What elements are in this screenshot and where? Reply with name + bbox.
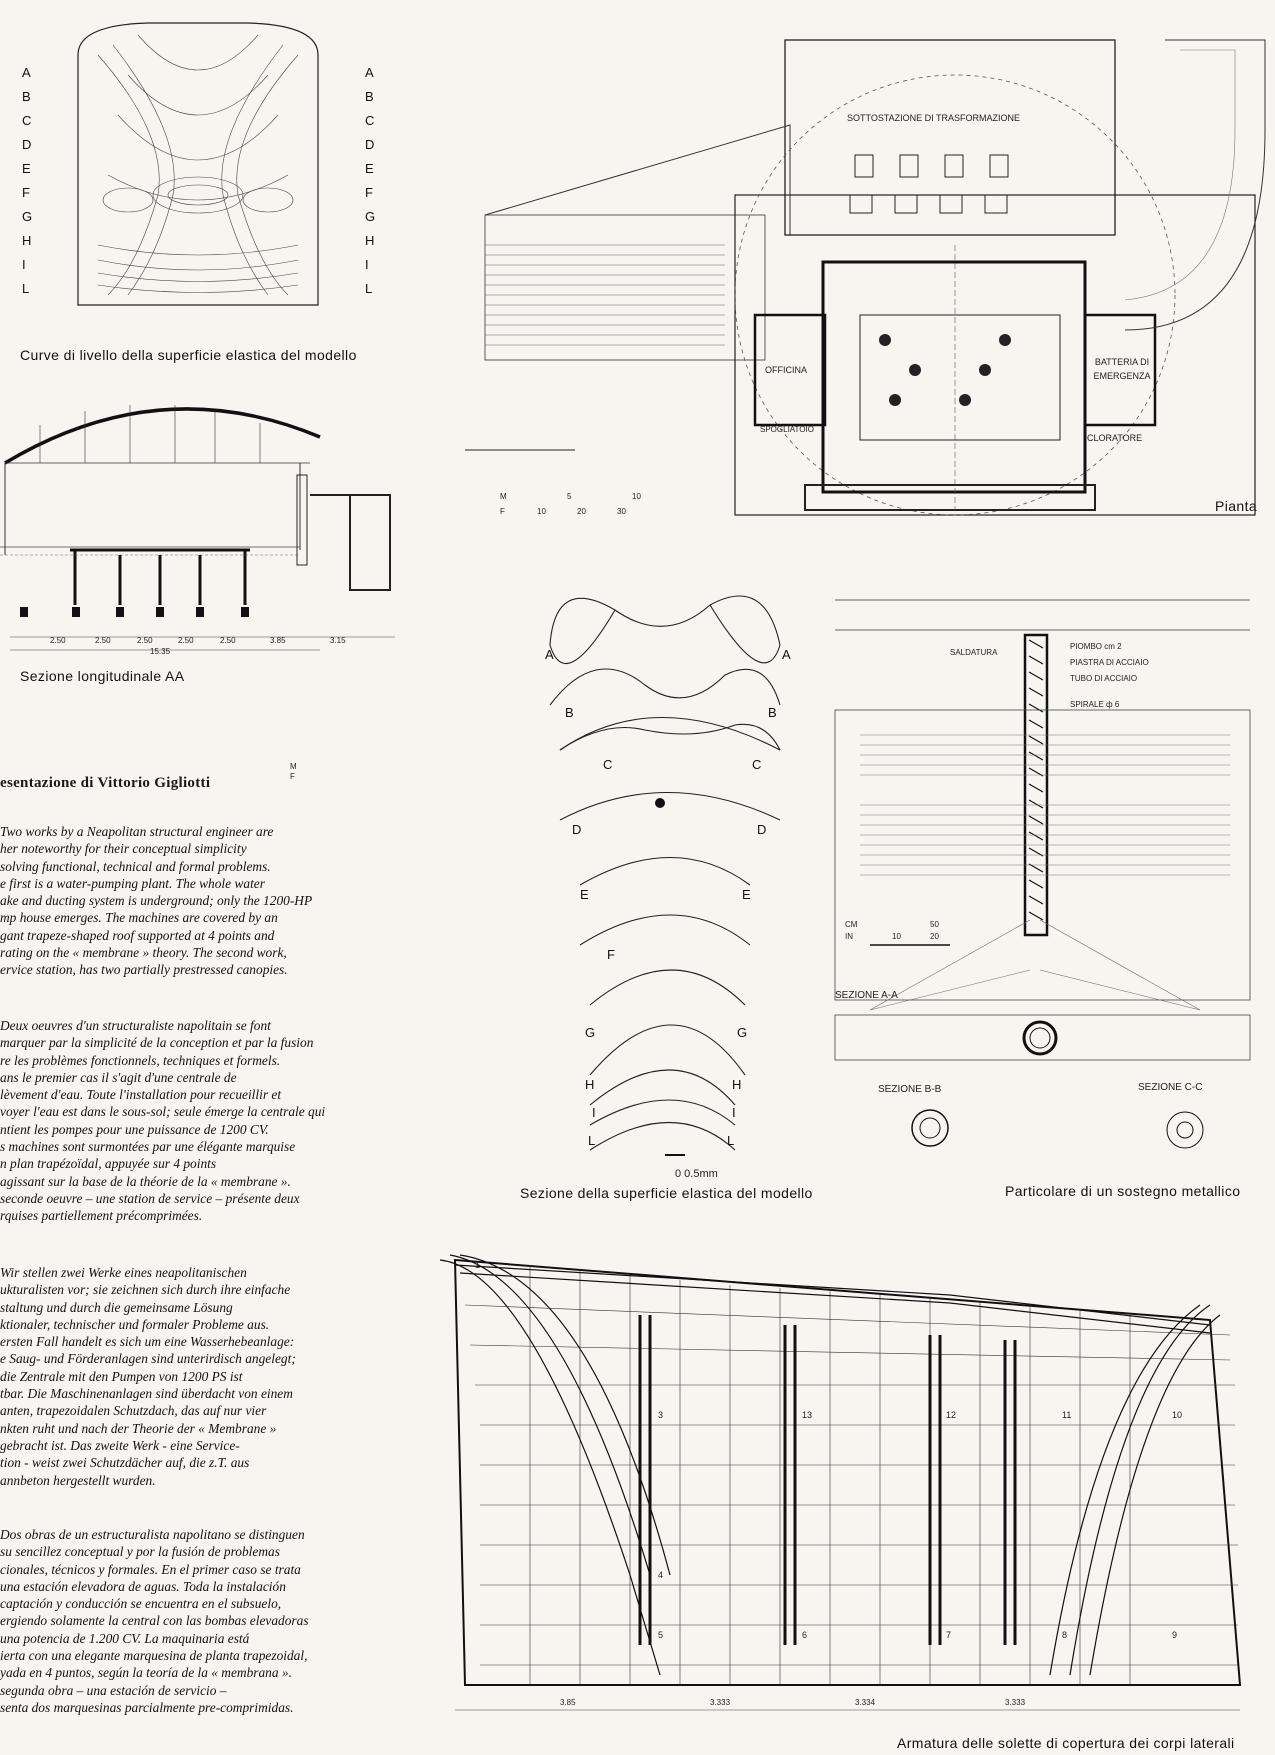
plan-drawing: [475, 30, 1270, 520]
bottom-dim: 3.333: [710, 1698, 731, 1707]
node-label: 4: [658, 1570, 664, 1580]
surface-section-letter: A: [545, 647, 554, 662]
section-dim: 2.50: [220, 636, 236, 645]
scale-f-label: F: [290, 772, 295, 781]
text-line: agissant sur la base de la théorie de la « membrane ».: [0, 1173, 291, 1189]
text-line: gebracht ist. Das zweite Werk - eine Service-: [0, 1437, 240, 1453]
text-line: s machines sont surmontées par une élégante marquise: [0, 1139, 296, 1155]
row-letter: G: [365, 209, 376, 224]
text-line: n plan trapézoïdal, appuyée sur 4 points: [0, 1156, 217, 1172]
node-label: 1: [475, 1260, 481, 1270]
node-label: 6: [802, 1630, 808, 1640]
row-letter: D: [22, 137, 32, 152]
section-dim: 2.50: [178, 636, 194, 645]
row-letter: E: [22, 161, 31, 176]
row-letter: H: [22, 233, 32, 248]
text-line: lèvement d'eau. Toute l'installation pour recueillir et: [0, 1087, 282, 1103]
section-dim: 2.50: [50, 636, 66, 645]
node-label: 11: [1062, 1410, 1072, 1420]
text-line: marquer par la simplicité de la conception et par la fusion: [0, 1035, 314, 1051]
detail-label-sezione-bb: SEZIONE B-B: [878, 1084, 942, 1095]
plan-scale-f: F: [500, 507, 505, 516]
reinforcement-plan: [430, 1245, 1270, 1720]
row-letter: L: [22, 281, 30, 296]
row-letter: C: [22, 113, 32, 128]
plan-label-batteria: BATTERIA DI EMERGENZA: [1093, 357, 1151, 381]
bottom-dim: 3.85: [560, 1698, 576, 1707]
surface-section-letter: H: [585, 1077, 595, 1092]
text-line: cionales, técnicos y formales. En el primer caso se trata: [0, 1561, 301, 1577]
plan-label-sottostazione: SOTTOSTAZIONE DI TRASFORMAZIONE: [847, 113, 1021, 123]
reinforcement-lines: [430, 1245, 1270, 1720]
caption-curve: Curve di livello della superficie elastica del modello: [20, 347, 357, 363]
surface-section-letter: I: [732, 1105, 736, 1120]
text-line: yada en 4 puntos, según la teoría de la « membrana ».: [0, 1665, 292, 1681]
support-detail: [830, 590, 1255, 1150]
detail-scale-in-value: 10: [892, 932, 901, 941]
text-line: ierta con una elegante marquesina de planta trapezoidal,: [0, 1648, 308, 1664]
row-letter: I: [22, 257, 26, 272]
text-line: die Zentrale mit den Pumpen von 1200 PS ist: [0, 1368, 243, 1384]
text-line: mp house emerges. The machines are covered by an: [0, 910, 278, 926]
node-label: 9: [1172, 1630, 1178, 1640]
row-letter: F: [365, 185, 373, 200]
scale-m-label: M: [290, 762, 297, 771]
article-heading: esentazione di Vittorio Gigliotti: [0, 775, 211, 791]
section-dim: 3.85: [270, 636, 286, 645]
text-line: rating on the « membrane » theory. The second work,: [0, 945, 287, 961]
surface-section-letter: G: [737, 1025, 748, 1040]
text-line: staltung und durch die gemeinsame Lösung: [0, 1299, 233, 1315]
text-line: su sencillez conceptual y por la fusión de problemas: [0, 1544, 280, 1560]
surface-sections: [535, 585, 795, 1155]
row-letter: E: [365, 161, 374, 176]
row-letter: I: [365, 257, 369, 272]
text-line: senta dos marquesinas parcialmente pre-comprimidas.: [0, 1699, 294, 1715]
surface-section-letter: B: [565, 705, 574, 720]
row-letter: H: [365, 233, 375, 248]
text-line: her noteworthy for their conceptual simplicity: [0, 841, 247, 857]
text-line: annbeton hergestellt wurden.: [0, 1472, 156, 1488]
text-line: Wir stellen zwei Werke eines neapolitanischen: [0, 1265, 247, 1280]
text-line: gant trapeze-shaped roof supported at 4 points and: [0, 927, 275, 943]
surface-section-letter: I: [592, 1105, 596, 1120]
text-line: captación y conducción se encuentra en el subsuelo,: [0, 1596, 282, 1612]
node-label: 12: [946, 1410, 957, 1420]
plan-lines: [475, 30, 1270, 520]
plan-scale-f-value: 20: [577, 507, 586, 516]
plan-scale-m: M: [500, 492, 507, 501]
section-dim: 3.15: [330, 636, 346, 645]
text-line: ans le premier cas il s'agit d'une centrale de: [0, 1069, 237, 1085]
section-dim: 2.50: [137, 636, 153, 645]
contour-row-letters-left: [22, 65, 36, 305]
text-line: solving functional, technical and formal problems.: [0, 858, 271, 874]
row-letter: A: [22, 65, 31, 80]
row-letter: B: [22, 89, 31, 104]
surface-section-letter: L: [727, 1133, 735, 1148]
text-line: Two works by a Neapolitan structural engineer are: [0, 824, 274, 839]
caption-armatura: Armatura delle solette di copertura dei corpi laterali: [897, 1735, 1235, 1751]
text-line: rquises partiellement précomprimées.: [0, 1208, 203, 1224]
text-french: [0, 1017, 325, 1225]
surface-section-curves: [535, 585, 795, 1155]
plan-label-cloratore: CLORATORE: [1087, 433, 1143, 443]
detail-scale-cm: CM: [845, 920, 858, 929]
detail-label-sezione-aa: SEZIONE A-A: [835, 990, 898, 1001]
contour-lines: [18, 15, 378, 335]
row-letter: C: [365, 113, 375, 128]
node-label: 5: [658, 1630, 664, 1640]
text-line: Dos obras de un estructuralista napolitano se distinguen: [0, 1527, 305, 1542]
surface-section-letter: D: [757, 822, 767, 837]
bottom-dim: 3.334: [855, 1698, 876, 1707]
bottom-dim: 3.333: [1005, 1698, 1026, 1707]
row-letter: B: [365, 89, 374, 104]
surface-section-letter: D: [572, 822, 582, 837]
text-line: una estación elevadora de aguas. Toda la instalación: [0, 1578, 286, 1594]
contour-map: [18, 15, 378, 335]
row-letter: F: [22, 185, 30, 200]
surface-section-letter: C: [603, 757, 613, 772]
row-letter: A: [365, 65, 374, 80]
text-line: ntient les pompes pour une puissance de 1200 CV.: [0, 1121, 269, 1137]
plan-label-officina: OFFICINA: [765, 365, 807, 375]
plan-scale-m-value: 5: [567, 492, 572, 501]
detail-scale-in: IN: [845, 932, 853, 941]
surface-section-letter: C: [752, 757, 762, 772]
contour-row-letters-right: [365, 65, 379, 305]
caption-particolare: Particolare di un sostegno metallico: [1005, 1183, 1241, 1199]
node-label: 3: [658, 1410, 664, 1420]
text-line: ergiendo solamente la central con las bombas elevadoras: [0, 1613, 309, 1629]
surface-section-letter: B: [768, 705, 777, 720]
model-scale-label: 0 0.5mm: [675, 1168, 718, 1180]
row-letter: L: [365, 281, 373, 296]
row-letter: D: [365, 137, 375, 152]
text-line: e Saug- und Förderanlagen sind unterirdisch angelegt;: [0, 1351, 296, 1367]
detail-label-spirale: SPIRALE ф 6: [1070, 700, 1120, 709]
detail-label-tubo: TUBO DI ACCIAIO: [1070, 674, 1138, 683]
caption-pianta: Pianta: [1215, 498, 1258, 514]
text-line: Deux oeuvres d'un structuraliste napolitain se font: [0, 1018, 271, 1033]
node-label: 8: [1062, 1630, 1068, 1640]
text-line: tbar. Die Maschinenanlagen sind überdacht von einem: [0, 1386, 293, 1402]
plan-scale-f-value: 10: [537, 507, 546, 516]
detail-scale-cm-value: 50: [930, 920, 939, 929]
section-lines: [0, 375, 400, 660]
text-line: segunda obra – una estación de servicio –: [0, 1682, 227, 1698]
text-line: ukturalisten vor; sie zeichnen sich durch ihre einfache: [0, 1282, 291, 1298]
surface-section-letter: A: [782, 647, 791, 662]
node-label: 13: [802, 1410, 813, 1420]
detail-label-sezione-cc: SEZIONE C-C: [1138, 1082, 1203, 1093]
text-line: tion - weist zwei Schutzdächer auf, die z.T. aus: [0, 1455, 250, 1471]
text-line: anten, trapezoidalen Schutzdach, das auf nur vier: [0, 1403, 267, 1419]
text-line: ervice station, has two partially prestressed canopies.: [0, 962, 288, 978]
text-line: re les problèmes fonctionnels, techniques et formels.: [0, 1052, 281, 1068]
surface-section-letter: E: [742, 887, 751, 902]
surface-section-letter: L: [588, 1133, 596, 1148]
plan-label-spogliatoio: SPOGLIATOIO: [760, 425, 814, 434]
text-german: [0, 1264, 296, 1489]
node-label: 7: [946, 1630, 952, 1640]
surface-section-letter: H: [732, 1077, 742, 1092]
section-total: 15.35: [150, 647, 171, 656]
detail-label-piastra: PIASTRA DI ACCIAIO: [1070, 658, 1149, 667]
text-line: una potencia de 1.200 CV. La maquinaria está: [0, 1630, 250, 1646]
plan-scale-m-value: 10: [632, 492, 641, 501]
caption-section-aa: Sezione longitudinale AA: [20, 668, 185, 684]
text-line: voyer l'eau est dans le sous-sol; seule émerge la centrale qui: [0, 1104, 326, 1120]
section-dim: 2.50: [95, 636, 111, 645]
text-line: e first is a water-pumping plant. The whole water: [0, 875, 265, 891]
surface-section-letter: G: [585, 1025, 596, 1040]
text-line: nkten ruht und nach der Theorie der « Membrane »: [0, 1420, 277, 1436]
support-detail-lines: [830, 590, 1255, 1150]
text-line: ktionaler, technischer und formaler Probleme aus.: [0, 1316, 270, 1332]
caption-sezione-superficie: Sezione della superficie elastica del modello: [520, 1185, 813, 1201]
plan-scale-f-value: 30: [617, 507, 626, 516]
row-letter: G: [22, 209, 33, 224]
text-english: [0, 823, 312, 979]
text-spanish: [0, 1526, 309, 1716]
text-line: seconde oeuvre – une station de service – présente deux: [0, 1190, 300, 1206]
text-line: ake and ducting system is underground; only the 1200-HP: [0, 893, 313, 909]
node-label: 10: [1172, 1410, 1183, 1420]
surface-section-letter: E: [580, 887, 589, 902]
surface-section-letter: F: [607, 947, 615, 962]
detail-label-saldatura: SALDATURA: [950, 648, 998, 657]
detail-scale-in-value: 20: [930, 932, 939, 941]
text-line: ersten Fall handelt es sich um eine Wasserhebeanlage:: [0, 1334, 295, 1350]
detail-label-piombo: PIOMBO cm 2: [1070, 642, 1122, 651]
